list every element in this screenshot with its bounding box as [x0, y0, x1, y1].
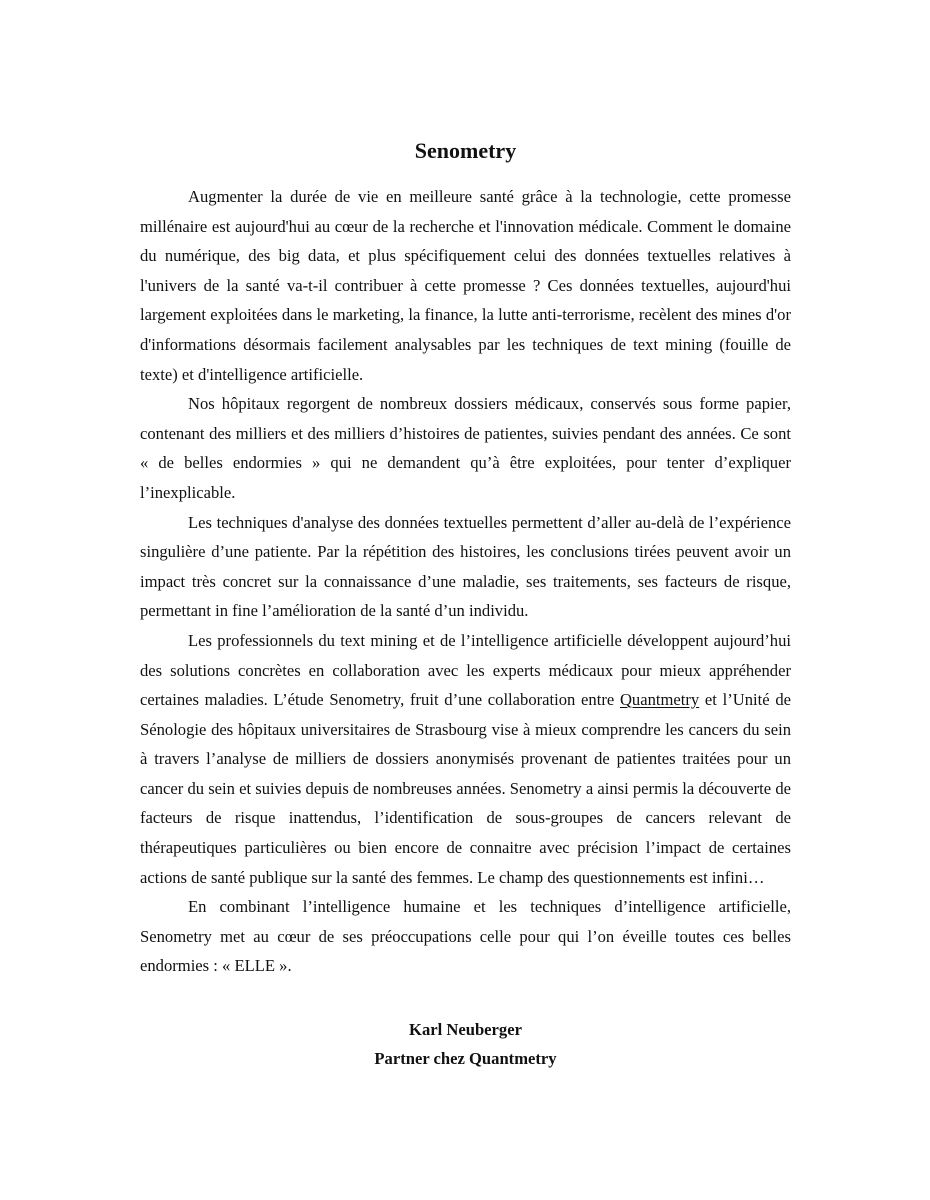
paragraph-3: Les techniques d'analyse des données textuelles permettent d’aller au-delà de l’expérience singulière d’une patiente. Par la répétition des histoires, les conclusions tirées peuvent avoir un impact très concret sur la connaissance d’une maladie, ses traitements, ses facteurs de risque, permettant in fine l’amélioration de la santé d’un individu.	[140, 512, 791, 621]
signature-block	[140, 1015, 791, 1073]
paragraph-4-after-link: et l’Unité de Sénologie des hôpitaux universitaires de Strasbourg vise à mieux comprendre les cancers du sein à travers l’analyse de milliers de dossiers anonymisés provenant de patientes traitées pour un cancer du sein et suivies depuis de nombreuses années. Senometry a ainsi permis la découverte de facteurs de risque inattendus, l’identification de sous-groupes de cancers relevant de thérapeutiques particulières ou bien encore de connaitre avec précision l’impact de certaines actions de santé publique sur la santé des femmes. Le champ des questionnements est infini…	[140, 690, 791, 887]
paragraph-4-before-link: Les professionnels du text mining et de l’intelligence artificielle développent aujourd’hui des solutions concrètes en collaboration avec les experts médicaux pour mieux appréhender certaines maladies. L’étude Senometry, fruit d’une collaboration entre	[140, 630, 791, 710]
paragraph-1: Augmenter la durée de vie en meilleure santé grâce à la technologie, cette promesse millénaire est aujourd'hui au cœur de la recherche et l'innovation médicale. Comment le domaine du numérique, des big data, et plus spécifiquement celui des données textuelles relatives à l'univers de la santé va-t-il contribuer à cette promesse ? Ces données textuelles, aujourd'hui largement exploitées dans le marketing, la finance, la lutte anti-terrorisme, recèlent des mines d'or d'informations désormais facilement analysables par les techniques de text mining (fouille de texte) et d'intelligence artificielle.	[140, 187, 791, 384]
paragraph-4	[140, 626, 791, 892]
signature-role: Partner chez Quantmetry	[374, 1049, 557, 1069]
quantmetry-link[interactable]: Quantmetry	[619, 690, 700, 710]
signature-name: Karl Neuberger	[409, 1020, 522, 1040]
paragraph-2: Nos hôpitaux regorgent de nombreux dossiers médicaux, conservés sous forme papier, contenant des milliers et des milliers d’histoires de patientes, suivies pendant des années. Ce sont « de belles endormies » qui ne demandent qu’à être exploitées, pour tenter d’expliquer l’inexplicable.	[140, 394, 791, 502]
document-page	[140, 134, 791, 1073]
page-title: Senometry	[414, 138, 517, 163]
paragraph-5: En combinant l’intelligence humaine et les techniques d’intelligence artificielle, Senometry met au cœur de ses préoccupations celle pour qui l’on éveille toutes ces belles endormies : « ELLE ».	[140, 897, 791, 976]
